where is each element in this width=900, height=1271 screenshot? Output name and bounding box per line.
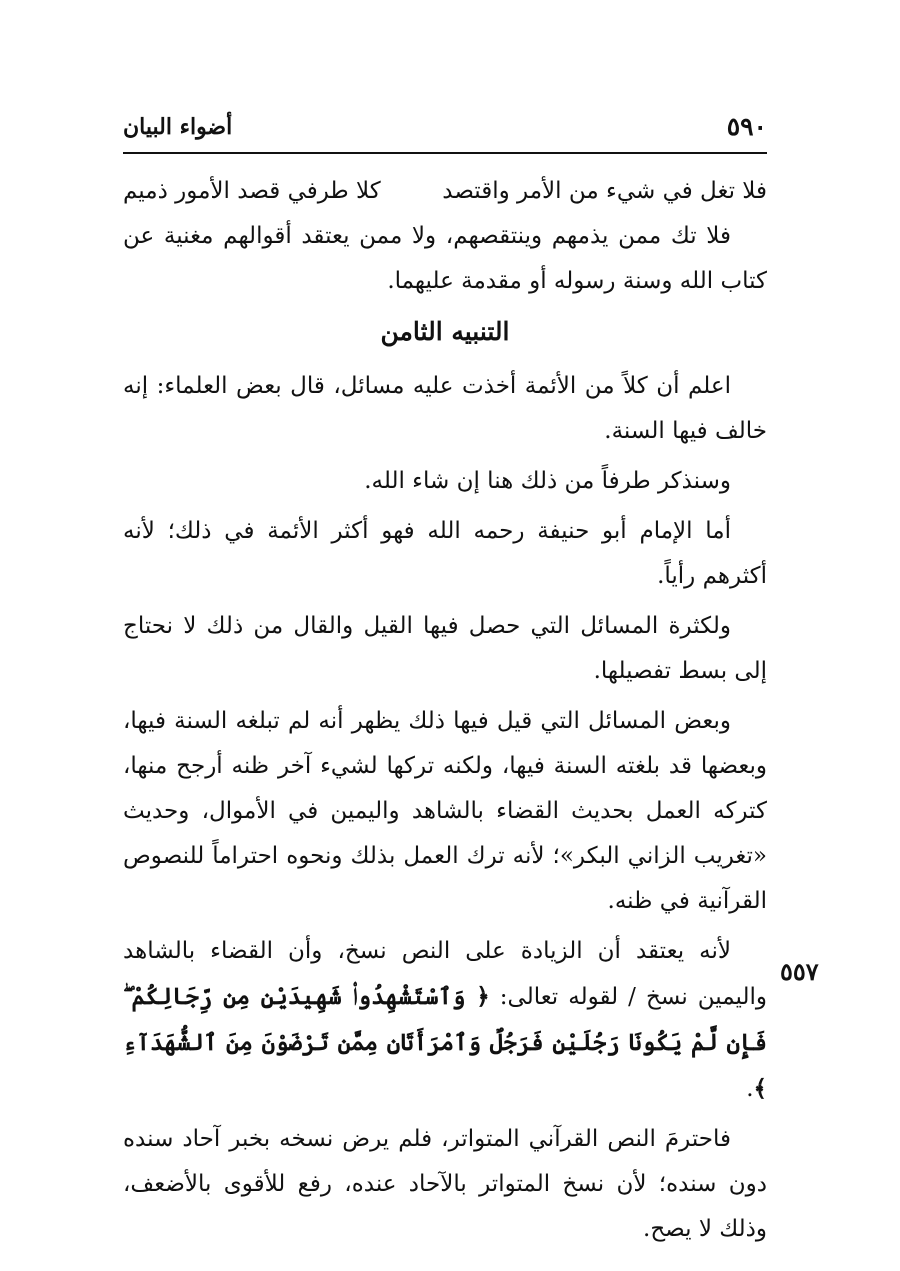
page-header [123, 112, 767, 154]
paragraph-1: فلا تك ممن يذمهم وينتقصهم، ولا ممن يعتقد أقوالهم مغنية عن كتاب الله وسنة رسوله أو مقدمة عليهما. [123, 223, 767, 294]
page-number: ٥٩٠ [726, 112, 767, 141]
section-heading: التنبيه الثامن [380, 317, 510, 346]
second-hemistich: كلا طرفي قصد الأمور ذميم [123, 178, 381, 204]
paragraph-4: أما الإمام أبو حنيفة رحمه الله فهو أكثر الأئمة في ذلك؛ لأنه أكثرهم رأياً. [123, 518, 767, 589]
paragraph-5: ولكثرة المسائل التي حصل فيها القيل والقال من ذلك لا نحتاج إلى بسط تفصيلها. [123, 613, 767, 684]
page-body [123, 170, 767, 1257]
paragraph-8: فاحترمَ النص القرآني المتواتر، فلم يرض نسخه بخبر آحاد سنده دون سنده؛ لأن نسخ المتواتر بالآحاد عنده، رفع للأقوى بالأضعف، وذلك لا يصح. [123, 1126, 767, 1242]
paragraph-6: وبعض المسائل التي قيل فيها ذلك يظهر أنه لم تبلغه السنة فيها، وبعضها قد بلغته السنة فيها، ولكنه تركها لشيء آخر ظنه أرجح منها، كتركه العمل بحديث القضاء بالشاهد واليمين في الأموال، وحديث «تغريب الزاني البكر»؛ لأنه ترك العمل بذلك ونحوه احتراماً للنصوص القرآنية في ظنه. [123, 708, 767, 914]
quran-verse: ﴿ وَٱسْتَشْهِدُوا۟ شَهِيدَيْنِ مِن رِّجَالِكُمْ ۖ فَإِن لَّمْ يَكُونَا رَجُلَيْنِ فَرَجُلٌ وَٱمْرَأَتَانِ مِمَّن تَرْضَوْنَ مِنَ ٱلشُّهَدَآءِ ﴾ [123, 983, 767, 1102]
book-title: أضواء البيان [123, 114, 233, 140]
poetry-verse [123, 170, 767, 212]
paragraph-7-end: . [746, 1076, 754, 1102]
paragraph-2: اعلم أن كلاً من الأئمة أخذت عليه مسائل، قال بعض العلماء: إنه خالف فيها السنة. [123, 373, 767, 444]
paragraph-7 [123, 929, 767, 1112]
paragraph-3: وسنذكر طرفاً من ذلك هنا إن شاء الله. [364, 468, 731, 494]
original-page-number: ٥٥٧ [780, 957, 819, 986]
first-hemistich: فلا تغل في شيء من الأمر واقتصد [442, 178, 767, 204]
paragraph-7-text: لأنه يعتقد أن الزيادة على النص نسخ، وأن القضاء بالشاهد واليمين نسخ / لقوله تعالى: [123, 938, 767, 1010]
